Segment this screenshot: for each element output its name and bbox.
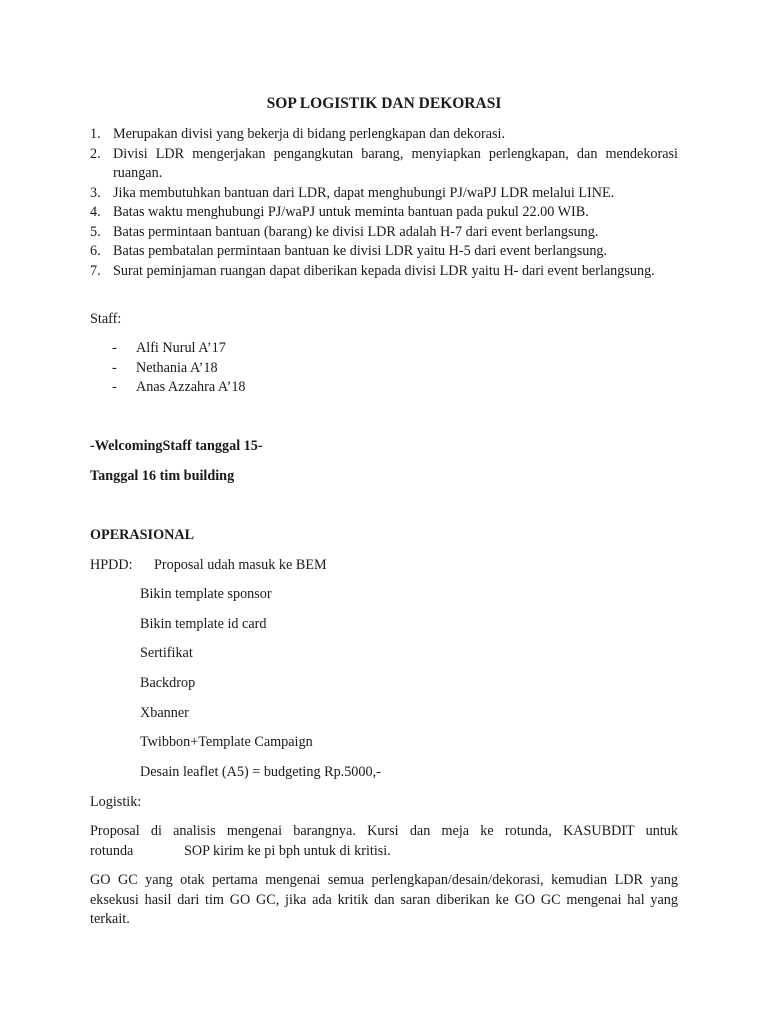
list-item-text: Surat peminjaman ruangan dapat diberikan kepada divisi LDR yaitu H- dari event berlangsung. xyxy=(113,262,655,279)
list-number: 1. xyxy=(90,126,101,142)
ops-item: Proposal udah masuk ke BEM xyxy=(154,557,327,573)
list-item xyxy=(90,184,678,204)
ops-item: Xbanner xyxy=(140,705,189,721)
list-dash: - xyxy=(112,340,117,356)
logistik-paragraph-line: Proposal di analisis mengenai barangnya. Kursi dan meja ke rotunda, KASUBDIT untuk xyxy=(90,823,678,839)
list-item xyxy=(90,223,678,243)
logistik-paragraph-line: SOP kirim ke pi bph untuk di kritisi. xyxy=(184,843,391,859)
list-number: 5. xyxy=(90,223,101,240)
list-item-text: Jika membutuhkan bantuan dari LDR, dapat menghubungi PJ/waPJ LDR melalui LINE. xyxy=(113,184,615,201)
list-item-text: Batas permintaan bantuan (barang) ke divisi LDR adalah H-7 dari event berlangsung. xyxy=(113,223,599,240)
staff-name: Nethania A’18 xyxy=(136,359,218,376)
staff-name: Anas Azzahra A’18 xyxy=(136,379,246,395)
list-number: 3. xyxy=(90,184,101,201)
list-number: 6. xyxy=(90,243,101,259)
ops-item: Sertifikat xyxy=(140,645,193,661)
list-item xyxy=(90,145,678,184)
list-item-text: Batas waktu menghubungi PJ/waPJ untuk meminta bantuan pada pukul 22.00 WIB. xyxy=(113,204,589,220)
ops-item: Desain leaflet (A5) = budgeting Rp.5000,- xyxy=(140,764,381,780)
operasional-heading: OPERASIONAL xyxy=(90,527,195,543)
ops-item: Twibbon+Template Campaign xyxy=(140,734,313,750)
list-item xyxy=(90,242,678,262)
logistik-paragraph: GO GC yang otak pertama mengenai semua perlengkapan/desain/dekorasi, kemudian LDR yang eksekusi hasil dari tim GO GC, jika ada kritik dan saran diberikan ke GO GC mengenai hal yang terkait. xyxy=(90,872,678,927)
list-number: 4. xyxy=(90,204,101,220)
staff-label: Staff: xyxy=(90,311,122,327)
list-item-text: Divisi LDR mengerjakan pengangkutan barang, menyiapkan perlengkapan, dan mendekorasi ruangan. xyxy=(113,145,678,181)
logistik-label: Logistik: xyxy=(90,794,142,810)
list-item-text: Merupakan divisi yang bekerja di bidang perlengkapan dan dekorasi. xyxy=(113,126,505,142)
staff-name: Alfi Nurul A’17 xyxy=(136,340,226,356)
team-building-note: Tanggal 16 tim building xyxy=(90,468,235,484)
list-item xyxy=(90,262,678,282)
list-number: 2. xyxy=(90,145,101,162)
staff-list xyxy=(112,339,246,398)
staff-item xyxy=(112,378,246,398)
ops-item: Bikin template sponsor xyxy=(140,586,272,602)
list-item xyxy=(90,125,678,145)
document-title: SOP LOGISTIK DAN DEKORASI xyxy=(266,95,502,112)
list-item-text: Batas pembatalan permintaan bantuan ke divisi LDR yaitu H-5 dari event berlangsung. xyxy=(113,243,608,259)
staff-item xyxy=(112,339,246,359)
logistik-paragraph-line: rotunda xyxy=(90,843,134,859)
list-item xyxy=(90,203,678,223)
list-dash: - xyxy=(112,379,117,395)
welcoming-staff-note: -WelcomingStaff tanggal 15- xyxy=(90,438,263,454)
hpdd-label: HPDD: xyxy=(90,557,133,573)
ops-item: Bikin template id card xyxy=(140,616,267,632)
sop-rules-list xyxy=(90,125,678,281)
ops-item: Backdrop xyxy=(140,675,196,691)
list-number: 7. xyxy=(90,262,101,279)
list-dash: - xyxy=(112,359,117,376)
staff-item xyxy=(112,359,246,379)
